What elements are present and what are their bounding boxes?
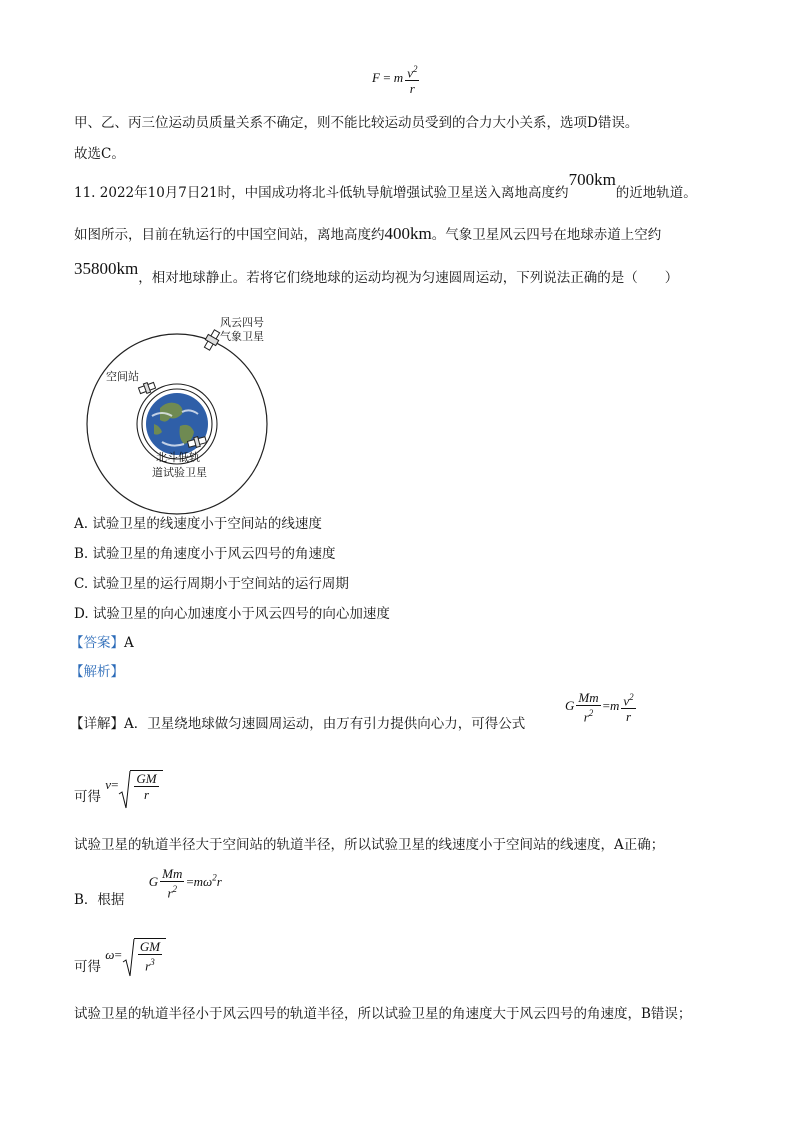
formula-text: ω xyxy=(105,946,115,962)
formula-text: mω xyxy=(193,874,213,890)
station-satellite-icon xyxy=(138,381,156,396)
formula-force xyxy=(372,62,421,96)
formula-text: = xyxy=(602,698,610,714)
label-fengyun xyxy=(220,316,264,344)
formula-sqrt: $\frac{GM}{r}$ xyxy=(118,770,162,802)
question-text: 的近地轨道。 xyxy=(615,185,697,201)
formula-text: = xyxy=(186,874,194,890)
formula-text: = xyxy=(111,776,119,792)
formula-omega xyxy=(105,939,166,974)
question-text: ，相对地球静止。若将它们绕地球的运动均视为匀速圆周运动，下列说法正确的是（ ） xyxy=(138,270,679,286)
formula-gravity-velocity xyxy=(565,690,638,724)
kede-line-1 xyxy=(74,770,163,805)
formula-text: G xyxy=(565,698,575,714)
formula-fraction: $\frac{Mm}{r^2}$ xyxy=(162,866,183,901)
answer-value: A xyxy=(124,635,134,651)
formula-text: G xyxy=(148,874,159,890)
formula-text: = xyxy=(383,70,391,86)
formula-text: F xyxy=(372,70,380,86)
detail-text: B．根据 xyxy=(74,892,125,909)
height-value: 35800km xyxy=(74,259,139,278)
formula-text: m xyxy=(393,70,404,86)
label-beidou xyxy=(152,450,207,480)
paragraph-choice: 故选C。 xyxy=(74,146,125,162)
detail-text: 可得 xyxy=(74,788,101,805)
option-d: D. 试验卫星的向心加速度小于风云四号的向心加速度 xyxy=(74,606,390,622)
label-text: 北斗低轨 xyxy=(156,451,200,464)
formula-text: 2 xyxy=(212,872,217,883)
question-line-3 xyxy=(74,259,679,287)
analysis-tag: 【解析】 xyxy=(70,664,124,680)
detail-b-line xyxy=(74,866,222,909)
option-b: B. 试验卫星的角速度小于风云四号的角速度 xyxy=(74,546,336,562)
formula-text: v xyxy=(105,776,112,792)
formula-text: r xyxy=(216,874,222,890)
label-text: 气象卫星 xyxy=(220,330,264,343)
answer-tag: 【答案】 xyxy=(70,635,124,651)
kede-line-2 xyxy=(74,938,166,973)
question-line-1 xyxy=(74,170,697,202)
formula-fraction: $\frac{Mm}{r^2}$ xyxy=(578,690,599,725)
detail-text: A．卫星绕地球做匀速圆周运动，由万有引力提供向心力，可得公式 xyxy=(124,716,526,732)
formula-text: = xyxy=(114,946,122,962)
question-text: 。气象卫星风云四号在地球赤道上空约 xyxy=(431,227,662,243)
height-value: 700km xyxy=(568,170,616,189)
orbit-svg xyxy=(82,316,282,521)
height-value: 400km xyxy=(384,224,432,243)
detail-a-line xyxy=(70,715,525,733)
conclusion-b: 试验卫星的轨道半径小于风云四号的轨道半径，所以试验卫星的角速度大于风云四号的角速度，B错误； xyxy=(74,1006,692,1022)
label-text: 风云四号 xyxy=(220,316,264,329)
question-text: 如图所示，目前在轨运行的中国空间站，离地高度约 xyxy=(74,227,385,243)
conclusion-a: 试验卫星的轨道半径大于空间站的轨道半径，所以试验卫星的线速度小于空间站的线速度，A正确； xyxy=(74,837,665,853)
detail-tag: 【详解】 xyxy=(70,716,124,732)
formula-velocity xyxy=(105,771,162,802)
formula-text: m xyxy=(609,698,620,714)
detail-text: 可得 xyxy=(74,958,101,975)
option-a: A. 试验卫星的线速度小于空间站的线速度 xyxy=(74,516,322,532)
paragraph-previous: 甲、乙、丙三位运动员质量关系不确定，则不能比较运动员受到的合力大小关系，选项D错误。 xyxy=(74,115,639,131)
option-c: C. 试验卫星的运行周期小于空间站的运行周期 xyxy=(74,576,349,592)
formula-gravity-omega xyxy=(148,866,222,901)
formula-fraction: $\frac{v^2}{r}$ xyxy=(407,64,418,97)
question-text: 11. 2022年10月7日21时，中国成功将北斗低轨导航增强试验卫星送入离地高度约 xyxy=(74,185,569,201)
formula-sqrt: $\frac{GM}{r^3}$ xyxy=(122,938,166,973)
label-text: 道试验卫星 xyxy=(152,466,207,479)
answer-line xyxy=(70,634,134,652)
label-station: 空间站 xyxy=(106,370,139,383)
formula-fraction: $\frac{v^2}{r}$ xyxy=(623,692,634,725)
orbit-diagram xyxy=(82,316,282,521)
question-line-2 xyxy=(74,225,661,244)
